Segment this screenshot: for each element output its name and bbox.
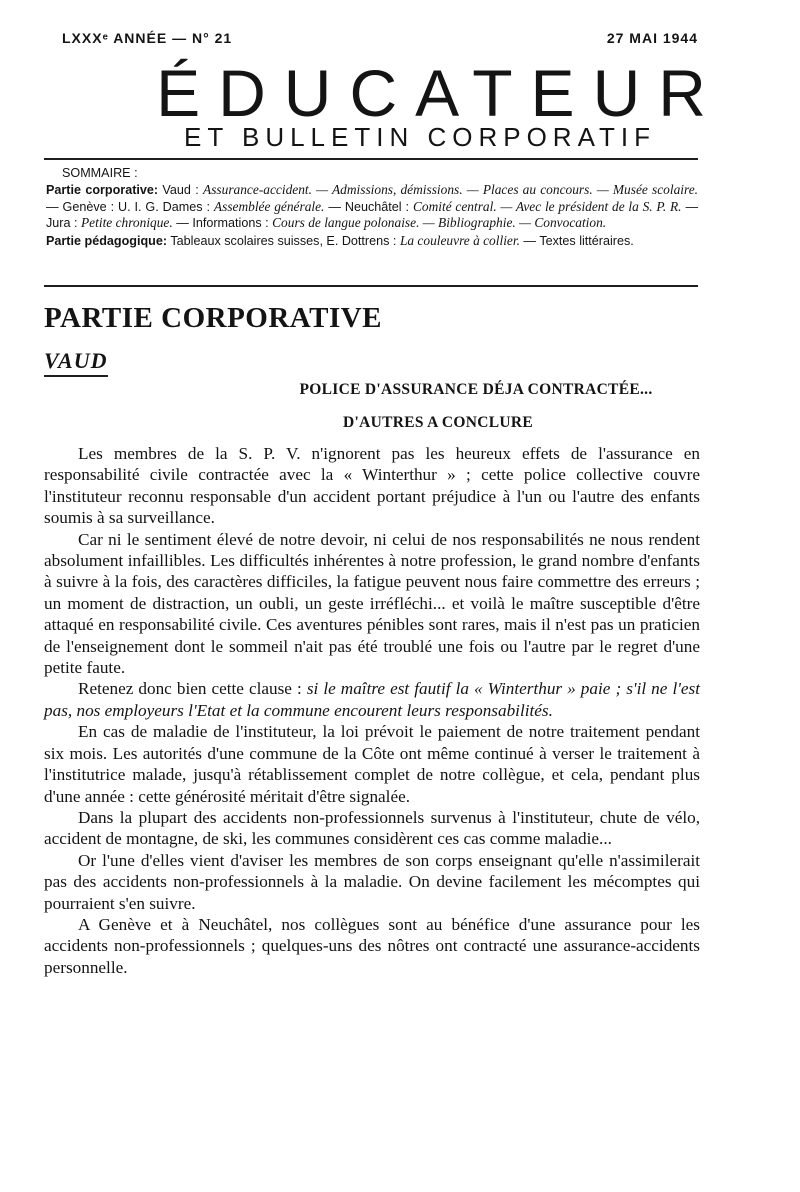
informations-label: Informations : [192, 216, 269, 231]
clause-intro: Retenez donc bien cette clause : [78, 679, 302, 699]
pedagogique-text2: Textes littéraires. [539, 233, 634, 248]
issue-date: 27 MAI 1944 [606, 30, 698, 46]
contents-corporative: Partie corporative: Vaud : Assurance-accident. — Admissions, démissions. — Places au concours. — Musée scolaire. — Genève : U. I. G. Dames : Assemblée générale. — Neuchâtel : Comité central. — Avec le président de la S. P. R. — Jura : Petite chronique. — Informations : Cours de langue polonaise. — Bibliographie. — Convocation. [46, 182, 699, 231]
neuchatel-items: Comité central. — Avec le président de la S. P. R. [412, 198, 682, 214]
paragraph: Car ni le sentiment élevé de notre devoir, ni celui de nos responsabilités ne nous rendent absolument infaillibles. Les difficultés inhérentes à notre profession, le grand nombre d'enfants à suivre à la fois, des caractères difficiles, la fatigue peuvent nous faire commettre des erreurs ; un moment de distraction, un oubli, un geste irréfléchi... et voilà le maître susceptible d'être attaqué en responsabilité civile. Ces aventures pénibles sont rares, mais il n'est pas un praticien de l'enseignement dont le sommeil n'ait pas été troublé une fois ou l'autre par le regret d'une petite faute. [44, 529, 700, 678]
corporative-label: Partie corporative: [46, 183, 159, 198]
region-heading: VAUD [44, 348, 108, 377]
table-of-contents [46, 166, 698, 249]
article-title-line2: D'AUTRES A CONCLURE [342, 414, 533, 431]
contents-pedagogique: Partie pédagogique: Tableaux scolaires suisses, E. Dottrens : La couleuvre à collier. — Textes littéraires. [46, 232, 634, 248]
paragraph [44, 678, 700, 721]
issue-number: LXXXᵉ ANNÉE — N° 21 [62, 30, 233, 46]
informations-items: Cours de langue polonaise. — Bibliographie. — Convocation. [272, 215, 607, 231]
paragraph: En cas de maladie de l'instituteur, la loi prévoit le paiement de notre traitement pendant six mois. Les autorités d'une commune de la Côte ont même continué à verser le traitement à l'institutrice malade, jusqu'à rétablissement complet de notre collègue, et cela, pendant plus d'une année : cette générosité méritait d'être signalée. [44, 722, 700, 806]
neuchatel-label: Neuchâtel : [344, 199, 410, 214]
pedagogique-text1: Tableaux scolaires suisses, E. Dottrens : [170, 233, 397, 248]
geneve-label: Genève : U. I. G. Dames : [62, 199, 210, 214]
section-heading: PARTIE CORPORATIVE [44, 302, 383, 334]
publication-subtitle: ET BULLETIN CORPORATIF [184, 122, 656, 152]
clause-text: si le maître est fautif la « Winterthur » paie ; s'il ne l'est pas, nos employeurs l'Etat et la commune encourent leurs responsabilités. [44, 679, 700, 720]
jura-items: Petite chronique. [81, 215, 173, 231]
top-divider [44, 158, 698, 160]
article-title-line1: POLICE D'ASSURANCE DÉJA CONTRACTÉE... [299, 381, 653, 398]
article-body [44, 443, 700, 978]
vaud-label: Vaud [162, 183, 191, 198]
pedagogique-label: Partie pédagogique: [46, 233, 168, 248]
paragraph: Dans la plupart des accidents non-professionnels survenus à l'instituteur, chute de vélo, accident de montagne, de ski, les communes considèrent ces cas comme maladie... [44, 807, 700, 849]
jura-label: Jura : [46, 216, 78, 231]
geneve-items: Assemblée générale. [213, 198, 325, 214]
paragraph: Or l'une d'elles vient d'aviser les membres de son corps enseignant qu'elle n'assimilerait pas des accidents non-professionnels à la maladie. On devine facilement les mécomptes qui pourraient s'en suivre. [44, 850, 700, 913]
contents-label: SOMMAIRE : [62, 166, 138, 180]
vaud-items: Assurance-accident. — Admissions, démissions. — Places au concours. — Musée scolaire. [203, 182, 698, 198]
paragraph: Les membres de la S. P. V. n'ignorent pas les heureux effets de l'assurance en responsabilité civile contractée avec la « Winterthur » ; cette police collective couvre l'instituteur reconnu responsable d'un accident portant préjudice à l'un ou l'autre des enfants soumis à sa surveillance. [44, 444, 700, 528]
pedagogique-title1: La couleuvre à collier. [399, 232, 520, 248]
paragraph: A Genève et à Neuchâtel, nos collègues sont au bénéfice d'une assurance pour les accidents non-professionnels ; quelques-uns des nôtres ont contracté une assurance-accidents personnelle. [44, 914, 700, 977]
publication-title: ÉDUCATEUR [156, 56, 724, 130]
contents-divider [44, 285, 698, 287]
